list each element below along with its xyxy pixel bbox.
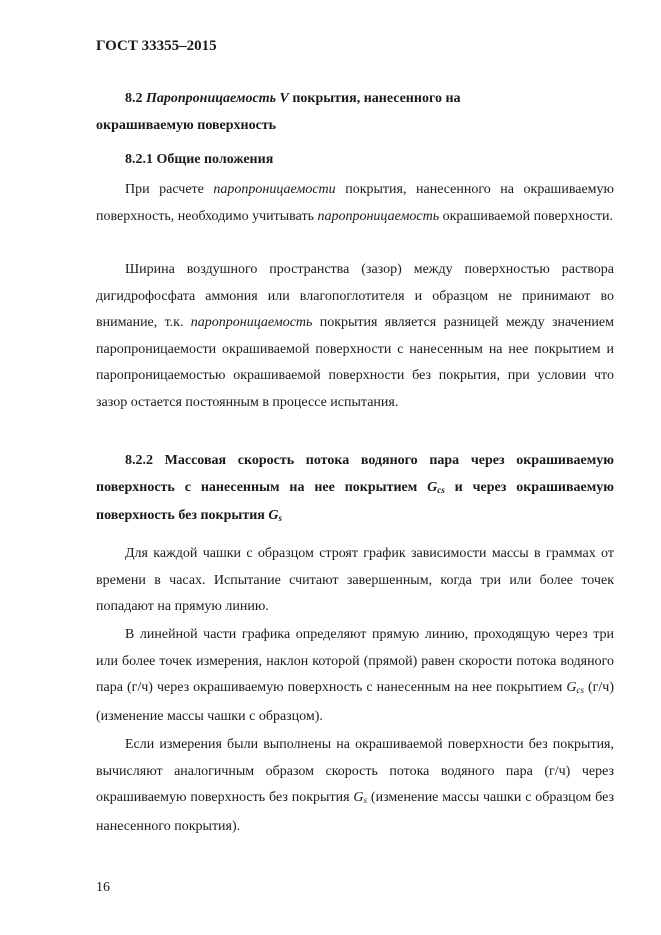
paragraph-8-2-2-p3 — [96, 732, 614, 840]
title-rest: покрытия, нанесенного на — [288, 91, 461, 106]
section-8-2-title — [96, 86, 614, 113]
paragraph-8-2-2-p2 — [96, 622, 614, 730]
text-run: В линейной части графика определяют прямую линию, проходящую через три или более точек измерения, наклон которой (прямой) равен скорости потока водяного пара (г/ч) через окрашиваемую поверхность с нанесенным на нее покрытием — [96, 627, 614, 695]
italic-term: паропроницаемость — [190, 315, 313, 330]
section-number: 8.2 — [125, 91, 143, 106]
title-run: и через окрашиваемую поверхность без покрытия — [96, 479, 614, 523]
text-run: Ширина воздушного пространства (зазор) между поверхностью раствора дигидрофосфата аммония или влагопоглотителя и образцом не принимают во внимание, т.к. — [96, 262, 614, 330]
italic-term: паропроницаемость — [317, 208, 440, 224]
symbol-subscript: cs — [576, 685, 584, 695]
text-run: (г/ч) (изменение массы чашки с образцом). — [96, 680, 614, 724]
paragraph-8-2-1-p1 — [96, 177, 614, 230]
text-run: (изменение массы чашки с образцом без нанесенного покрытия). — [96, 790, 614, 834]
text-run: Если измерения были выполнены на окрашиваемой поверхности без покрытия, вычисляют аналогичным образом скорость потока водяного пара (г/ч) через окрашиваемую поверхность без покрытия — [96, 737, 614, 805]
paragraph-8-2-2-p1: Для каждой чашки с образцом строят график зависимости массы в граммах от времени в часах. Испытание считают завершенным, когда три или более точек попадают на прямую линию. — [96, 546, 614, 614]
symbol-g: G — [427, 479, 438, 495]
paragraph-8-2-1-p2 — [96, 257, 614, 416]
section-8-2-2-title — [96, 448, 614, 532]
text-run: покрытия, нанесенного на окрашиваемую поверхность, необходимо учитывать — [96, 182, 614, 224]
text-run: окрашиваемой поверхности. — [439, 208, 613, 224]
symbol-g: G — [268, 508, 279, 523]
symbol-subscript: s — [278, 513, 283, 523]
symbol-subscript: cs — [437, 484, 445, 495]
text-run: покрытия является разницей между значением паропроницаемости окрашиваемой поверхности с нанесенным на нее покрытием и паропроницаемостью окрашиваемой поверхности без покрытия, при условии что зазор остается постоянным в процессе испытания. — [96, 315, 614, 410]
section-8-2-title-line2: окрашиваемую поверхность — [96, 118, 277, 133]
symbol-g: G — [566, 680, 577, 695]
symbol-g: G — [353, 790, 364, 805]
symbol-subscript: s — [363, 795, 368, 805]
italic-term: паропроницаемости — [213, 182, 336, 197]
page-number: 16 — [96, 880, 110, 895]
section-8-2-1-title: 8.2.1 Общие положения — [125, 152, 274, 167]
text-run: При расчете — [125, 182, 214, 197]
standard-header: ГОСТ 33355–2015 — [96, 38, 217, 54]
title-italic: Паропроницаемость V — [146, 91, 289, 106]
title-run: 8.2.2 Массовая скорость потока водяного пара через окрашиваемую поверхность с нанесенным на нее покрытием — [96, 453, 614, 495]
